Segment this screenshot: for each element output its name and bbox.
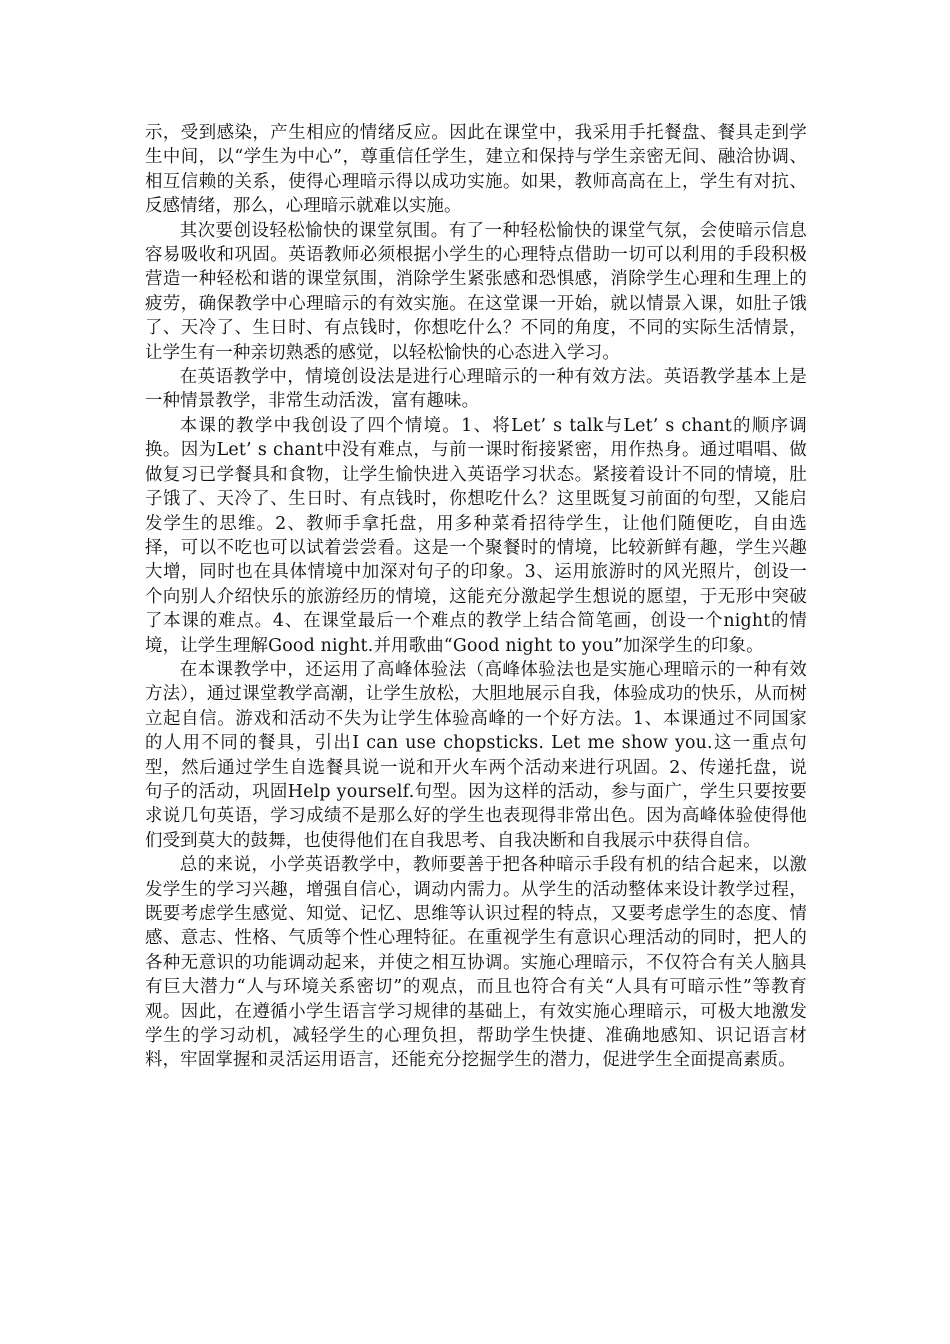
paragraph-2: 其次要创设轻松愉快的课堂氛围。有了一种轻松愉快的课堂气氛，会使暗示信息容易吸收和巩固。英语教师必须根据小学生的心理特点借助一切可以利用的手段积极营造一种轻松和谐的课堂氛围，消除学生紧张感和恐惧感，消除学生心理和生理上的疲劳，确保教学中心理暗示的有效实施。在这堂课一开始，就以情景入课，如肚子饿了、天冷了、生日时、有点钱时，你想吃什么？不同的角度，不同的实际生活情景，让学生有一种亲切熟悉的感觉，以轻松愉快的心态进入学习。 [145,220,807,363]
document-body [145,121,807,1073]
paragraph-5: 在本课教学中，还运用了高峰体验法（高峰体验法也是实施心理暗示的一种有效方法），通过课堂教学高潮，让学生放松，大胆地展示自我，体验成功的快乐，从而树立起自信。游戏和活动不失为让学生体验高峰的一个好方法。1、本课通过不同国家的人用不同的餐具，引出I can use chopsticks. Let me show you.这一重点句型，然后通过学生自选餐具说一说和开火车两个活动来进行巩固。2、传递托盘，说句子的活动，巩固Help yourself.句型。因为这样的活动，参与面广，学生只要按要求说几句英语，学习成绩不是那么好的学生也表现得非常出色。因为高峰体验使得他们受到莫大的鼓舞，也使得他们在自我思考、自我决断和自我展示中获得自信。 [145,659,807,851]
paragraph-4: 本课的教学中我创设了四个情境。1、将Let’ s talk与Let’ s chant的顺序调换。因为Let’ s chant中没有难点，与前一课时衔接紧密，用作热身。通过唱唱、做做复习已学餐具和食物，让学生愉快进入英语学习状态。紧接着设计不同的情境，肚子饿了、天冷了、生日时、有点钱时，你想吃什么？这里既复习前面的句型，又能启发学生的思维。2、教师手拿托盘，用多种菜肴招待学生，让他们随便吃，自由选择，可以不吃也可以试着尝尝看。这是一个聚餐时的情境，比较新鲜有趣，学生兴趣大增，同时也在具体情境中加深对句子的印象。3、运用旅游时的风光照片，创设一个向别人介绍快乐的旅游经历的情境，这能充分激起学生想说的愿望，于无形中突破了本课的难点。4、在课堂最后一个难点的教学上结合简笔画，创设一个night的情境，让学生理解Good night.并用歌曲“Good night to you”加深学生的印象。 [145,415,807,656]
paragraph-1: 示，受到感染，产生相应的情绪反应。因此在课堂中，我采用手托餐盘、餐具走到学生中间，以“学生为中心”，尊重信任学生，建立和保持与学生亲密无间、融洽协调、相互信赖的关系，使得心理暗示得以成功实施。如果，教师高高在上，学生有对抗、反感情绪，那么，心理暗示就难以实施。 [145,123,807,217]
paragraph-6: 总的来说，小学英语教学中，教师要善于把各种暗示手段有机的结合起来，以激发学生的学习兴趣，增强自信心，调动内需力。从学生的活动整体来设计教学过程，既要考虑学生感觉、知觉、记忆、思维等认识过程的特点，又要考虑学生的态度、情感、意志、性格、气质等个性心理特征。在重视学生有意识心理活动的同时，把人的各种无意识的功能调动起来，并使之相互协调。实施心理暗示，不仅符合有关人脑具有巨大潜力“人与环境关系密切”的观点，而且也符合有关“人具有可暗示性”等教育观。因此，在遵循小学生语言学习规律的基础上，有效实施心理暗示，可极大地激发学生的学习动机，减轻学生的心理负担，帮助学生快捷、准确地感知、识记语言材料，牢固掌握和灵活运用语言，还能充分挖掘学生的潜力，促进学生全面提高素质。 [145,855,807,1071]
paragraph-3: 在英语教学中，情境创设法是进行心理暗示的一种有效方法。英语教学基本上是一种情景教学，非常生动活泼，富有趣味。 [145,367,807,412]
